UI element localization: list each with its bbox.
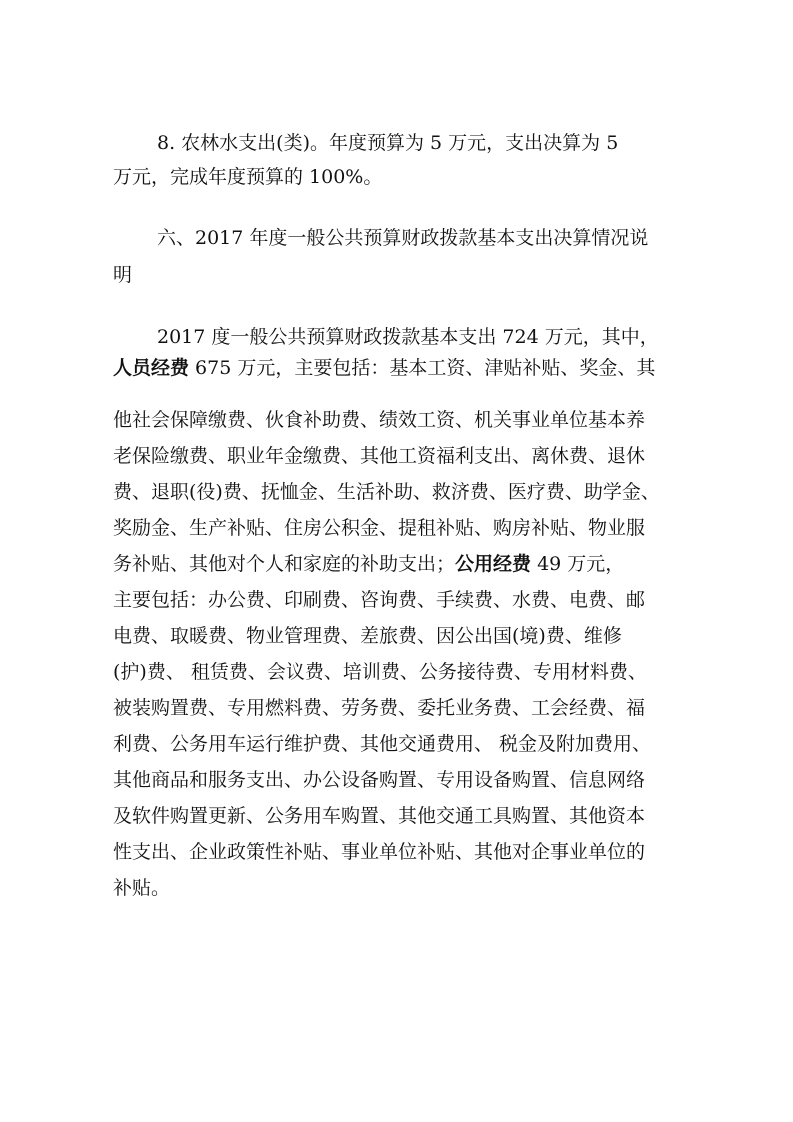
body-line-16: 补贴。 — [113, 877, 171, 899]
body-line-7-text: 务补贴、其他对个人和家庭的补助支出； — [113, 553, 456, 575]
public-expense-label: 公用经费 — [455, 553, 532, 575]
body-line-1: 2017 度一般公共预算财政拨款基本支出 724 万元，其中， — [157, 326, 659, 348]
body-line-15: 性支出、企业政策性补贴、事业单位补贴、其他对企事业单位的 — [113, 841, 646, 863]
body-line-5: 费、退职(役)费、抚恤金、生活补助、救济费、医疗费、助学金、 — [113, 481, 660, 503]
body-line-2 — [113, 355, 655, 381]
body-line-10: (护)费、 租赁费、会议费、培训费、公务接待费、专用材料费、 — [113, 661, 647, 683]
body-line-14: 及软件购置更新、公务用车购置、其他交通工具购置、其他资本 — [113, 805, 646, 827]
body-line-4: 老保险缴费、职业年金缴费、其他工资福利支出、离休费、退休 — [113, 445, 646, 467]
body-line-9: 电费、取暖费、物业管理费、差旅费、因公出国(境)费、维修 — [113, 625, 622, 647]
body-line-12: 利费、公务用车运行维护费、其他交通费用、 税金及附加费用、 — [113, 733, 652, 755]
body-line-7 — [113, 551, 624, 577]
body-line-11: 被装购置费、专用燃料费、劳务费、委托业务费、工会经费、福 — [113, 697, 646, 719]
body-line-2-text: 675 万元，主要包括：基本工资、津贴补贴、奖金、其 — [189, 357, 656, 379]
section8-line-1: 8. 农林水支出(类)。年度预算为 5 万元，支出决算为 5 — [157, 132, 619, 154]
section6-heading-line-2: 明 — [113, 264, 133, 286]
body-line-7-amount: 49 万元， — [531, 553, 625, 575]
body-line-6: 奖励金、生产补贴、住房公积金、提租补贴、购房补贴、物业服 — [113, 517, 646, 539]
body-line-8: 主要包括：办公费、印刷费、咨询费、手续费、水费、电费、邮 — [113, 589, 646, 611]
section8-line-2: 万元，完成年度预算的 100%。 — [113, 166, 383, 188]
section6-heading-line-1: 六、2017 年度一般公共预算财政拨款基本支出决算情况说 — [157, 227, 649, 249]
body-line-3: 他社会保障缴费、伙食补助费、绩效工资、机关事业单位基本养 — [113, 409, 646, 431]
personnel-expense-label: 人员经费 — [113, 357, 190, 379]
body-line-13: 其他商品和服务支出、办公设备购置、专用设备购置、信息网络 — [113, 769, 646, 791]
